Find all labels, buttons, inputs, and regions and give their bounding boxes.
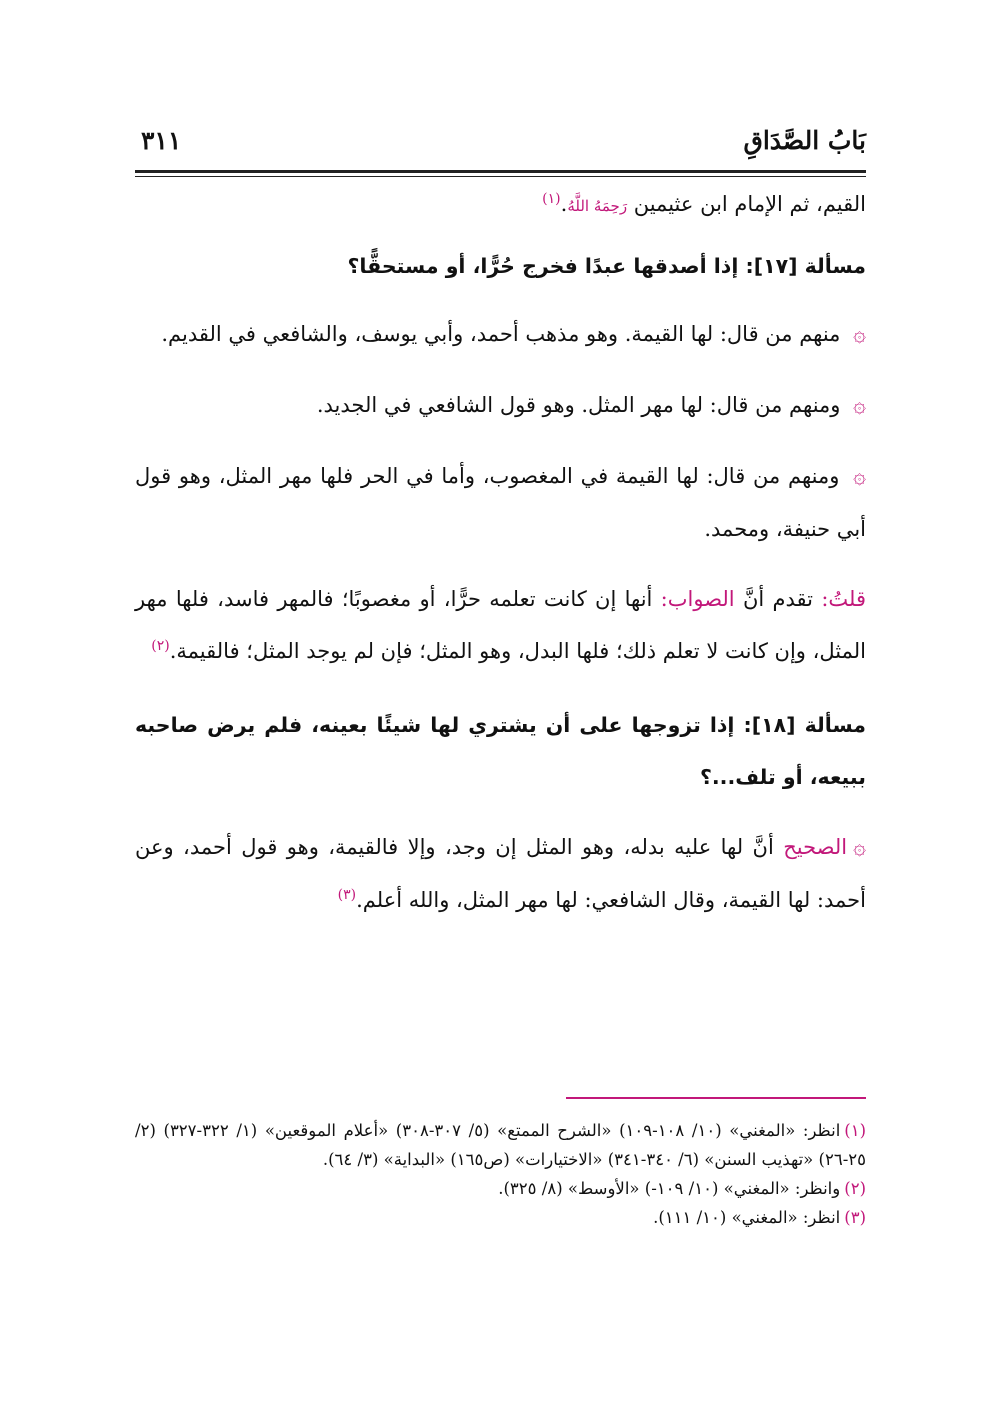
footnote-text: انظر: «المغني» (١٠/ ١٠٨-١٠٩) «الشرح الممتع» (٥/ ٣٠٧-٣٠٨) «أعلام الموقعين» (١/ ٣٢٢-٣٢٧) (٢/ ٢٥-٢٦) «تهذيب السنن» (٦/ ٣٤٠-٣٤١) «الاختيارات» (ص١٦٥) «البداية» (٣/ ٦٤). [135, 1121, 866, 1169]
answer-18 [135, 821, 866, 926]
question-text: إذا تزوجها على أن يشتري لها شيئًا بعينه، فلم يرض صاحبه ببيعه، أو تلف...؟ [135, 713, 866, 789]
footnote-ref-1[interactable]: (١) [542, 191, 561, 207]
flower-bullet-icon: ۞ [853, 835, 866, 860]
footnotes [135, 1116, 866, 1232]
opinion-text: منهم من قال: لها القيمة. وهو مذهب أحمد، وأبي يوسف، والشافعي في القديم. [161, 322, 848, 346]
footnote-number: (٣) [844, 1208, 866, 1227]
chapter-title: بَابُ الصَّدَاقِ [743, 126, 866, 155]
footnote-3 [135, 1203, 866, 1232]
opinion-text: ومنهم من قال: لها مهر المثل. وهو قول الشافعي في الجديد. [316, 393, 848, 417]
question-17 [135, 246, 866, 286]
page-number: ٣١١ [141, 126, 182, 155]
footnote-2 [135, 1174, 866, 1203]
header-rule-thin [135, 176, 866, 177]
answer-text: أنَّ لها عليه بدله، وهو المثل إن وجد، وإلا فالقيمة، وهو قول أحمد، وعن أحمد: لها القيمة، وقال الشافعي: لها مهر المثل، والله أعلم. [135, 835, 866, 912]
footnote-text: انظر: «المغني» (١٠/ ١١١). [653, 1208, 841, 1227]
sawab-label: الصواب: [660, 587, 735, 611]
footnote-number: (١) [844, 1121, 867, 1140]
sahih-label: الصحيح [783, 835, 848, 859]
paragraph-continued [135, 184, 866, 226]
footnote-number: (٢) [844, 1179, 866, 1198]
flower-bullet-icon: ۞ [853, 322, 866, 347]
comment-text-1: تقدم أنَّ [734, 587, 822, 611]
question-18 [135, 699, 866, 803]
flower-bullet-icon: ۞ [853, 464, 866, 489]
opinion-text: ومنهم من قال: لها القيمة في المغصوب، وأما في الحر فلها مهر المثل، وهو قول أبي حنيفة، ومحمد. [135, 464, 866, 541]
question-text: إذا أصدقها عبدًا فخرج حُرًّا، أو مستحقًّا؟ [347, 254, 746, 278]
main-text [135, 184, 866, 926]
question-label: مسألة [١٨]: [743, 713, 866, 737]
opinion-3 [135, 450, 866, 555]
footnote-text: وانظر: «المغني» (١٠/ ١٠٩-) «الأوسط» (٨/ ٣٢٥). [498, 1179, 841, 1198]
footnote-1 [135, 1116, 866, 1174]
flower-bullet-icon: ۞ [853, 393, 866, 418]
footnote-ref-2[interactable]: (٢) [151, 638, 170, 654]
page-header [135, 118, 866, 168]
honorific-glyph: رَحِمَهُ اللَّهُ [567, 197, 628, 215]
opinion-2 [135, 379, 866, 432]
footnote-ref-3[interactable]: (٣) [337, 887, 357, 903]
qultu-label: قلتُ: [821, 587, 866, 611]
p0-end: . [560, 192, 568, 216]
header-rule-thick [135, 170, 866, 173]
footnote-separator [566, 1097, 866, 1099]
opinion-1 [135, 308, 866, 361]
p0-text: القيم، ثم الإمام ابن عثيمين [627, 192, 866, 216]
comment-text-2: أنها إن كانت تعلمه حرًّا، أو مغصوبًا؛ فالمهر فاسد، فلها مهر المثل، وإن كانت لا تعلم ذلك؛ فلها البدل، وهو المثل؛ فإن لم يوجد المثل؛ فالقيمة. [135, 587, 866, 663]
question-label: مسألة [١٧]: [745, 254, 866, 278]
author-comment [135, 573, 866, 677]
